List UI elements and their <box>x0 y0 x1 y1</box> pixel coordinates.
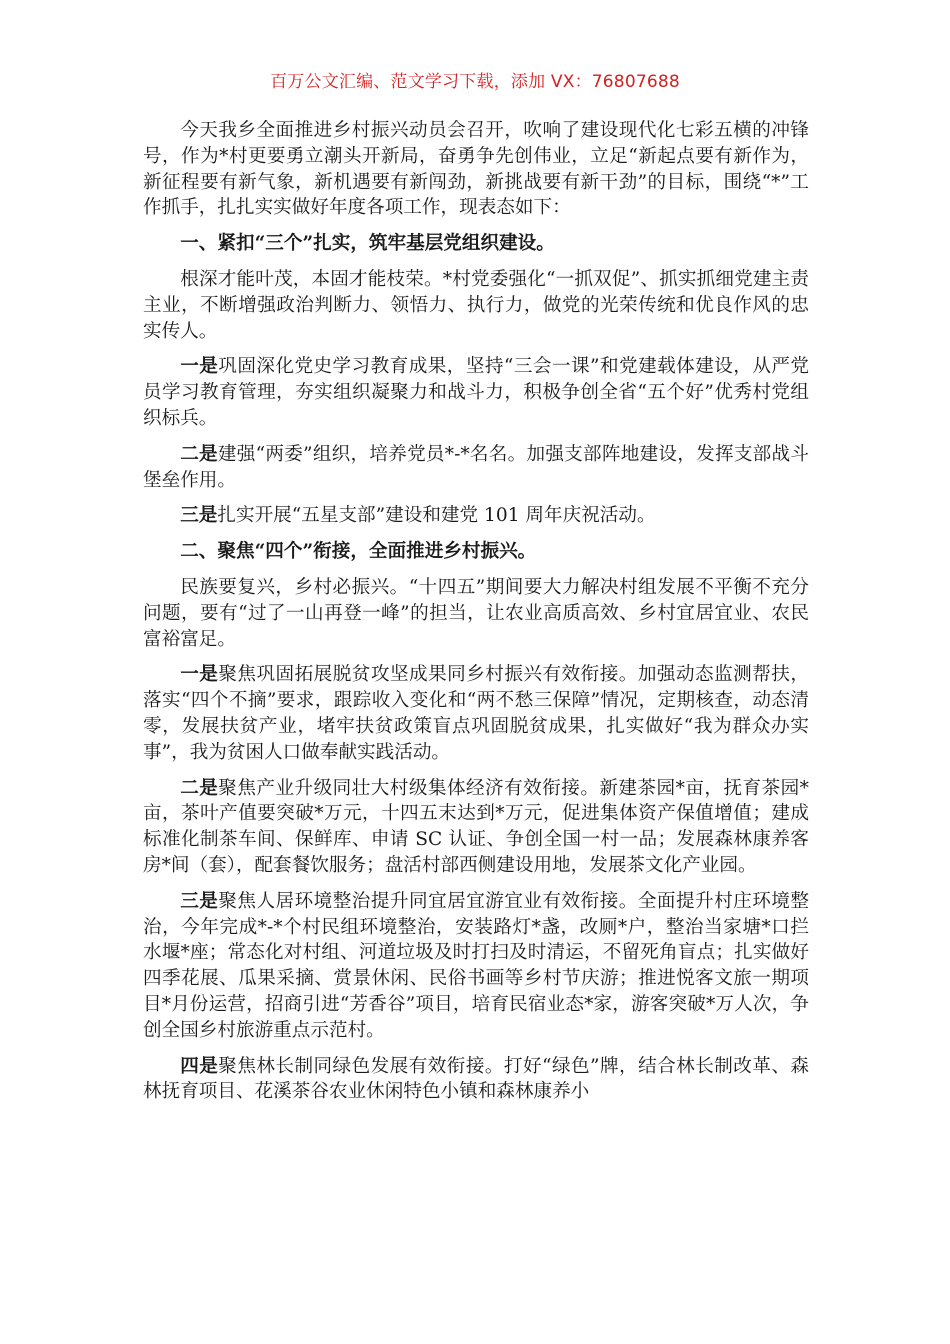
item-lead: 三是 <box>180 505 218 527</box>
item-lead: 一是 <box>180 356 219 378</box>
item-text: 聚焦林长制同绿色发展有效衔接。打好“绿色”牌，结合林长制改革、森林抚育项目、花溪茶谷农业休闲特色小镇和森林康养小 <box>143 1055 809 1103</box>
section-1-item-3 <box>143 503 809 529</box>
section-2-item-3 <box>143 889 809 1044</box>
item-text: 聚焦巩固拓展脱贫攻坚成果同乡村振兴有效衔接。加强动态监测帮扶，落实“四个不摘”要求，跟踪收入变化和“两不愁三保障”情况，定期核查，动态清零，发展扶贫产业，堵牢扶贫政策盲点巩固脱贫成果，扎实做好“我为群众办实事”，我为贫困人口做奉献实践活动。 <box>143 664 809 763</box>
item-lead: 四是 <box>180 1055 219 1077</box>
item-lead: 一是 <box>180 664 219 686</box>
item-text: 聚焦产业升级同壮大村级集体经济有效衔接。新建茶园*亩，抚育茶园*亩，茶叶产值要突破*万元，十四五末达到*万元，促进集体资产保值增值；建成标准化制茶车间、保鲜库、申请 SC 认证、争创全国一村一品；发展森林康养客房*间（套），配套餐饮服务；盘活村部西侧建设用地，发展茶文化产业园。 <box>143 777 809 876</box>
item-text: 建强“两委”组织，培养党员*-*名名。加强支部阵地建设，发挥支部战斗堡垒作用。 <box>143 443 809 491</box>
item-text: 聚焦人居环境整治提升同宜居宜游宜业有效衔接。全面提升村庄环境整治，今年完成*-*个村民组环境整治，安装路灯*盏，改厕*户，整治当家塘*口拦水堰*座；常态化对村组、河道垃圾及时打扫及时清运，不留死角盲点；扎实做好四季花展、瓜果采摘、赏景休闲、民俗书画等乡村节庆游；推进悦客文旅一期项目*月份运营，招商引进“芳香谷”项目，培育民宿业态*家，游客突破*万人次，争创全国乡村旅游重点示范村。 <box>143 890 809 1041</box>
section-1-item-2 <box>143 442 809 494</box>
section-2-item-4 <box>143 1054 809 1106</box>
document-body <box>143 118 809 1115</box>
section-1-intro: 根深才能叶茂，本固才能枝荣。*村党委强化“一抓双促”、抓实抓细党建主责主业，不断增强政治判断力、领悟力、执行力，做党的光荣传统和优良作风的忠实传人。 <box>143 268 809 342</box>
section-1-heading: 一、紧扣“三个”扎实，筑牢基层党组织建设。 <box>180 233 555 255</box>
watermark-header: 百万公文汇编、范文学习下载，添加 VX：76807688 <box>270 72 680 92</box>
item-lead: 二是 <box>180 777 219 799</box>
item-text: 扎实开展“五星支部”建设和建党 101 周年庆祝活动。 <box>217 505 656 527</box>
section-2-heading: 二、聚焦“四个”衔接，全面推进乡村振兴。 <box>180 541 537 563</box>
item-lead: 二是 <box>180 443 218 465</box>
section-1-item-1 <box>143 354 809 431</box>
section-2-item-2 <box>143 776 809 879</box>
section-2-intro: 民族要复兴，乡村必振兴。“十四五”期间要大力解决村组发展不平衡不充分问题，要有“过了一山再登一峰”的担当，让农业高质高效、乡村宜居宜业、农民富裕富足。 <box>143 576 809 650</box>
item-lead: 三是 <box>180 890 219 912</box>
item-text: 巩固深化党史学习教育成果，坚持“三会一课”和党建载体建设，从严党员学习教育管理，夯实组织凝聚力和战斗力，积极争创全省“五个好”优秀村党组织标兵。 <box>143 356 809 429</box>
intro-paragraph: 今天我乡全面推进乡村振兴动员会召开，吹响了建设现代化七彩五横的冲锋号，作为*村更要勇立潮头开新局，奋勇争先创伟业，立足“新起点要有新作为，新征程要有新气象，新机遇要有新闯劲，新挑战要有新干劲”的目标，围绕“*”工作抓手，扎扎实实做好年度各项工作，现表态如下： <box>143 120 809 219</box>
section-2-item-1 <box>143 662 809 765</box>
